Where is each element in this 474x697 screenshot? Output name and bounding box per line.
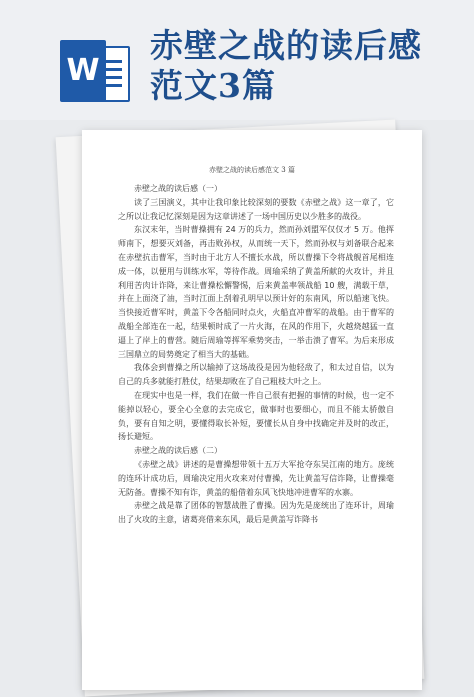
paragraph: 东汉末年，当时曹操拥有 24 万的兵力，然而孙刘盟军仅仅才 5 万。他挥师南下，想要灭刘备，再击败孙权，从而统一天下，然而孙权与刘备联合起来在赤壁抗击曹军，当时由于北方人不擅长水战，所以曹操下令将战舰首尾相连成一体，以便用与训练水军，等待作战。周瑜采纳了黄盖所献的火攻计，并且利用苦肉计诈降，来让曹操松懈警惕，后来黄盖率领战船 10 艘，满载干草，并在上面浇了油，当时江面上刮着孔明早以预计好的东南风，所以船速飞快。当快接近曹军时，黄盖下令各船同时点火，火船直冲曹军的战船。由于曹军的战船全部连在一起，结果顿时成了一片火海，在风的作用下，火越烧越猛一直逼上了岸上的曹营。随后周瑜等挥军乘势突击，一举击溃了曹军。为后来形成三国鼎立的局势奠定了相当大的基础。 (118, 225, 394, 359)
paragraph: 《赤壁之战》讲述的是曹操想带领十五万大军抢夺东吴江南的地方。庞统的连环计成功后，周瑜决定用火攻来对付曹操，先让黄盖写信诈降，让曹操毫无防备。曹操不知有诈，黄盖的船借着东风飞快地冲进曹军的水寨。 (118, 459, 394, 497)
section-heading-2: 赤壁之战的读后感（二） (134, 446, 222, 456)
document-body (118, 182, 394, 527)
section-heading-1: 赤壁之战的读后感（一） (134, 184, 222, 193)
document-header: 赤壁之战的读后感范文 3 篇 (209, 166, 295, 174)
paragraph: 赤壁之战是靠了团体的智慧战胜了曹操。因为先是庞统出了连环计，周瑜出了火攻的主意，诸葛亮借来东风，最后是黄盖写诈降书 (118, 501, 394, 525)
document-page (82, 130, 422, 690)
page-title: 赤壁之战的读后感范文3篇 (150, 26, 422, 105)
paragraph: 在现实中也是一样，我们在做一件自己很有把握的事情的时候，也一定不能掉以轻心，要全心全意的去完成它，做事时也要细心，而且不能太骄傲自负，要有自知之明，要懂得取长补短，要懂长从自身中找确定并及时的改正，扬长避短。 (118, 390, 394, 442)
word-icon-letter: W (60, 40, 106, 102)
paragraph: 我体会到曹操之所以输掉了这场战役是因为他轻敌了，和太过自信，以为自己的兵多就能打胜仗，结果却败在了自己粗枝大叶之上。 (118, 363, 394, 387)
paragraph: 读了三国演义，其中让我印象比较深刻的要数《赤壁之战》这一章了，它之所以让我记忆深刻是因为这章讲述了一场中国历史以少胜多的战役。 (118, 197, 394, 221)
word-document-icon (60, 40, 128, 104)
